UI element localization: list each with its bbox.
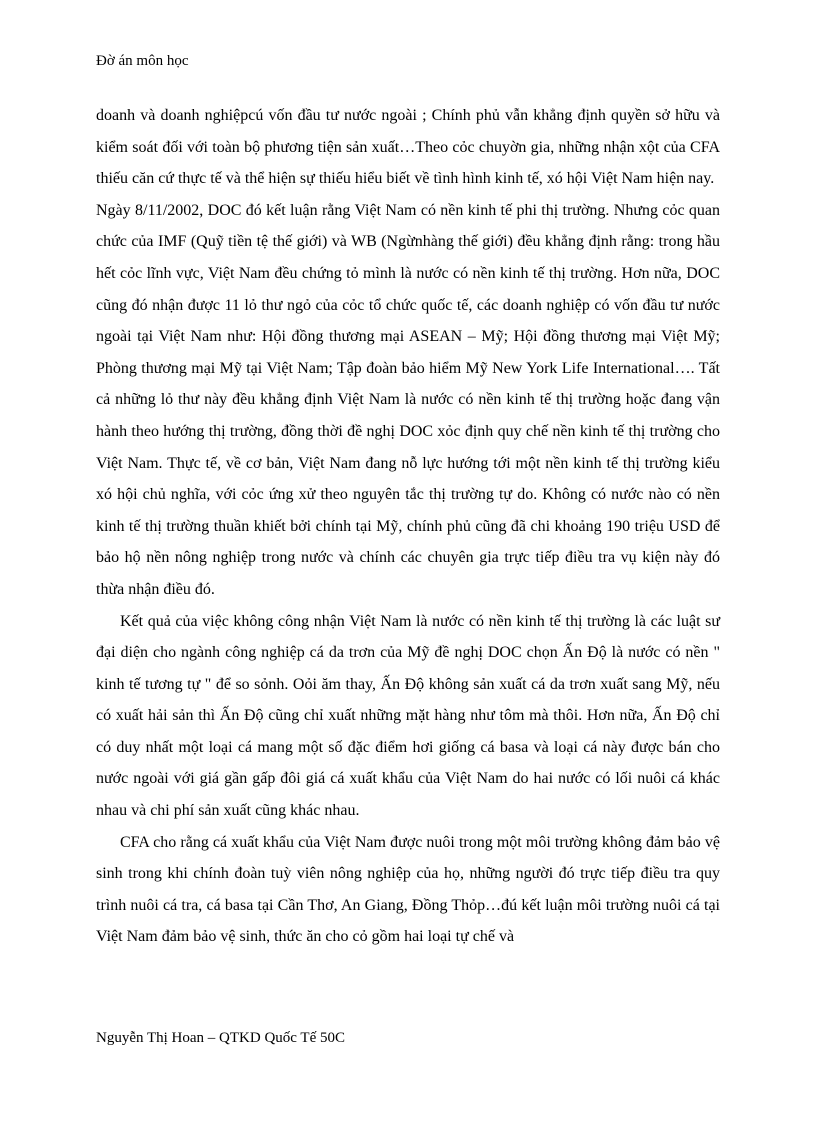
paragraph: Kết quả của việc không công nhận Việt Nam là nước có nền kinh tế thị trường là các luật sư đại diện cho ngành công nghiệp cá da trơn của Mỹ đề nghị DOC chọn Ấn Độ là nước có nền " kinh tế tương tự " để so sỏnh. Oỏi ăm thay, Ấn Độ không sản xuất cá da trơn xuất sang Mỹ, nếu có xuất hải sản thì Ấn Độ cũng chỉ xuất những mặt hàng như tôm mà thôi. Hơn nữa, Ấn Độ chỉ có duy nhất một loại cá mang một số đặc điểm hơi giống cá basa và loại cá này được bán cho nước ngoài với giá gần gấp đôi giá cá xuất khẩu của Việt Nam do hai nước có lối nuôi cá khác nhau và chi phí sản xuất cũng khác nhau.: [96, 612, 720, 820]
page-footer: Nguyễn Thị Hoan – QTKD Quốc Tế 50C: [96, 1030, 345, 1046]
paragraph: CFA cho rằng cá xuất khẩu của Việt Nam được nuôi trong một môi trường không đảm bảo vệ sinh trong khi chính đoàn tuỳ viên nông nghiệp của họ, những người đó trực tiếp điều tra quy trình nuôi cá tra, cá basa tại Cần Thơ, An Giang, Đồng Thỏp…đú kết luận môi trường nuôi cá tại Việt Nam đảm bảo vệ sinh, thức ăn cho cỏ gồm hai loại tự chế và: [96, 833, 720, 946]
document-body: [96, 100, 720, 953]
paragraph: Ngày 8/11/2002, DOC đó kết luận rằng Việt Nam có nền kinh tế phi thị trường. Nhưng cỏc quan chức của IMF (Quỹ tiền tệ thế giới) và WB (Ngừnhàng thế giới) đều khẳng định rằng: trong hầu hết cỏc lĩnh vực, Việt Nam đều chứng tỏ mình là nước có nền kinh tế thị trường. Hơn nữa, DOC cũng đó nhận được 11 lỏ thư ngỏ của cỏc tổ chức quốc tế, các doanh nghiệp có vốn đầu tư nước ngoài tại Việt Nam như: Hội đồng thương mại ASEAN – Mỹ; Hội đồng thương mại Việt Mỹ; Phòng thương mại Mỹ tại Việt Nam; Tập đoàn bảo hiểm Mỹ New York Life International…. Tất cả những lỏ thư này đều khẳng định Việt Nam là nước có nền kinh tế thị trường hoặc đang vận hành theo hướng thị trường, đồng thời đề nghị DOC xỏc định quy chế nền kinh tế thị trường cho Việt Nam. Thực tế, về cơ bản, Việt Nam đang nỗ lực hướng tới một nền kinh tế thị trường kiểu xó hội chủ nghĩa, với cỏc ứng xử theo nguyên tắc thị trường tự do. Không có nước nào có nền kinh tế thị trường thuần khiết bởi chính tại Mỹ, chính phủ cũng đã chi khoảng 190 triệu USD để bảo hộ nền nông nghiệp trong nước và chính các chuyên gia trực tiếp điều tra vụ kiện này đó thừa nhận điều đó.: [96, 201, 720, 598]
page-header: Đờ án môn học: [96, 53, 189, 69]
paragraph: doanh và doanh nghiệpcú vốn đầu tư nước ngoài ; Chính phủ vẫn khẳng định quyền sở hữu và kiểm soát đối với toàn bộ phương tiện sản xuất…Theo cỏc chuyờn gia, những nhận xột của CFA thiếu căn cứ thực tế và thể hiện sự thiếu hiểu biết về tình hình kinh tế, xó hội Việt Nam hiện nay.: [96, 107, 720, 188]
